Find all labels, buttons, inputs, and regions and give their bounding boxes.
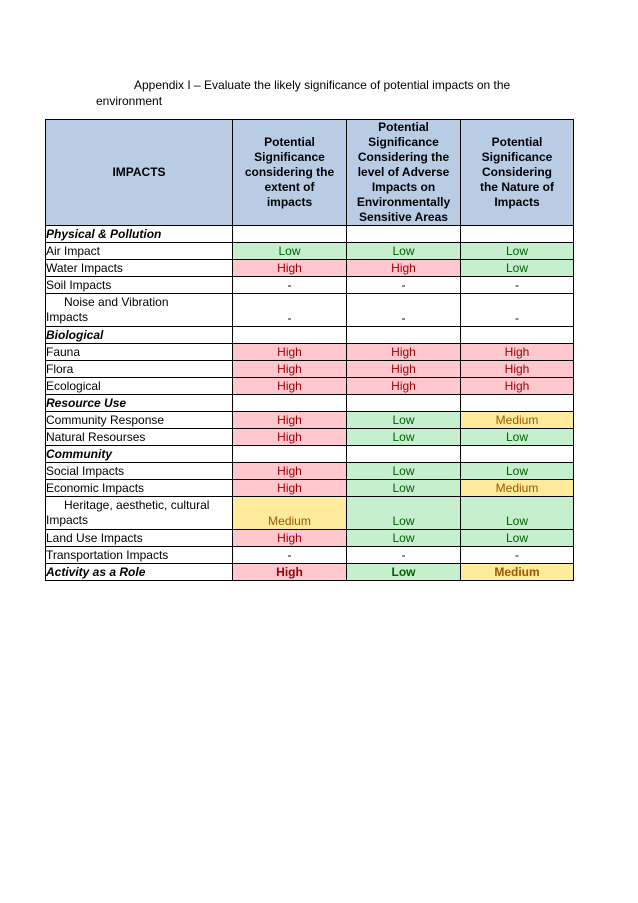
empty-cell [347,327,461,344]
table-row [46,463,574,480]
empty-cell [461,226,574,243]
impact-label-line1: Heritage, aesthetic, cultural [64,498,210,512]
significance-cell: High [233,463,347,480]
significance-cell: High [233,344,347,361]
significance-cell: - [233,294,347,327]
impact-label-line1: Noise and Vibration [64,295,169,309]
header-extent [233,120,347,226]
header-row [46,120,574,226]
header-line: level of Adverse [357,165,450,179]
impact-label: Water Impacts [46,260,233,277]
header-extent-lines [233,135,346,210]
header-nature [461,120,574,226]
significance-cell: Medium [461,412,574,429]
header-line: Potential [491,135,543,149]
significance-cell: High [233,480,347,497]
appendix-title-line2: environment [96,94,163,108]
significance-cell: High [233,564,347,581]
impact-label: Economic Impacts [46,480,233,497]
significance-cell: - [233,277,347,294]
header-sensitive-areas [347,120,461,226]
significance-cell: High [233,260,347,277]
significance-cell: High [233,378,347,395]
header-line: Significance [368,135,439,149]
table-row [46,480,574,497]
category-label: Community [46,446,233,463]
header-line: Considering [481,165,552,179]
header-line: Potential [378,120,429,134]
table-row [46,412,574,429]
table-row [46,344,574,361]
significance-cell: Low [461,260,574,277]
table-row [46,429,574,446]
empty-cell [461,327,574,344]
appendix-title [96,77,566,109]
significance-cell: Low [461,429,574,446]
table-row [46,564,574,581]
significance-cell: High [461,378,574,395]
significance-cell: Low [347,497,461,530]
significance-cell: - [347,547,461,564]
significance-cell: High [347,260,461,277]
significance-cell: Low [347,564,461,581]
header-line: Significance [481,150,553,164]
empty-cell [347,446,461,463]
category-row [46,226,574,243]
impact-label: Air Impact [46,243,233,260]
header-line: Impacts [494,195,540,209]
impact-label: Transportation Impacts [46,547,233,564]
table-row [46,361,574,378]
category-label: Physical & Pollution [46,226,233,243]
significance-cell: High [461,344,574,361]
header-line: the Nature of [479,180,554,194]
empty-cell [233,226,347,243]
impact-label: Natural Resourses [46,429,233,446]
header-line: Potential [264,135,315,149]
header-line: considering the [244,165,335,179]
category-label: Biological [46,327,233,344]
header-line: impacts [266,195,313,209]
header-line: Significance [254,150,325,164]
significance-cell: - [461,294,574,327]
table-row [46,378,574,395]
significance-cell: Low [233,243,347,260]
impact-label [46,497,233,530]
significance-cell: Low [461,497,574,530]
significance-cell: High [347,378,461,395]
impact-label: Flora [46,361,233,378]
empty-cell [347,226,461,243]
appendix-title-line1: Appendix I – Evaluate the likely significance of potential impacts on the [134,78,511,92]
table-row [46,277,574,294]
significance-cell: Low [347,463,461,480]
significance-cell: High [233,429,347,446]
table-row [46,530,574,547]
impact-label: Fauna [46,344,233,361]
impact-label-line2: Impacts [46,513,89,527]
empty-cell [233,327,347,344]
empty-cell [461,395,574,412]
significance-cell: High [461,361,574,378]
significance-cell: High [233,412,347,429]
impact-label: Social Impacts [46,463,233,480]
significance-cell: High [347,344,461,361]
significance-cell: Low [461,243,574,260]
category-label: Resource Use [46,395,233,412]
significance-cell: Low [347,412,461,429]
table-row [46,294,574,327]
header-sensitive-areas-lines [347,120,460,225]
category-row [46,327,574,344]
significance-cell: Medium [233,497,347,530]
header-line: extent of [264,180,315,194]
significance-cell: High [233,530,347,547]
table-row [46,243,574,260]
significance-cell: - [347,294,461,327]
significance-cell: Low [347,480,461,497]
significance-cell: High [347,361,461,378]
significance-cell: - [461,277,574,294]
header-line: Considering the [357,150,450,164]
significance-cell: Low [461,530,574,547]
significance-cell: - [347,277,461,294]
impacts-table [45,119,574,581]
empty-cell [233,395,347,412]
significance-cell: Low [347,530,461,547]
impact-label: Land Use Impacts [46,530,233,547]
empty-cell [233,446,347,463]
impact-label: Ecological [46,378,233,395]
final-row-label: Activity as a Role [46,564,233,581]
significance-cell: Low [347,243,461,260]
header-nature-lines [461,135,573,210]
header-line: Environmentally [356,195,451,209]
category-row [46,446,574,463]
impact-label: Soil Impacts [46,277,233,294]
header-impacts: IMPACTS [46,120,233,226]
table-row [46,547,574,564]
significance-cell: - [461,547,574,564]
header-line: Sensitive Areas [359,210,448,224]
header-line: Impacts on [371,180,436,194]
significance-cell: High [233,361,347,378]
category-row [46,395,574,412]
table-row [46,260,574,277]
impact-label: Community Response [46,412,233,429]
significance-cell: Medium [461,564,574,581]
impacts-table-body [46,226,574,581]
empty-cell [461,446,574,463]
significance-cell: Medium [461,480,574,497]
empty-cell [347,395,461,412]
significance-cell: - [233,547,347,564]
significance-cell: Low [461,463,574,480]
significance-cell: Low [347,429,461,446]
impact-label [46,294,233,327]
impact-label-line2: Impacts [46,310,89,324]
table-row [46,497,574,530]
